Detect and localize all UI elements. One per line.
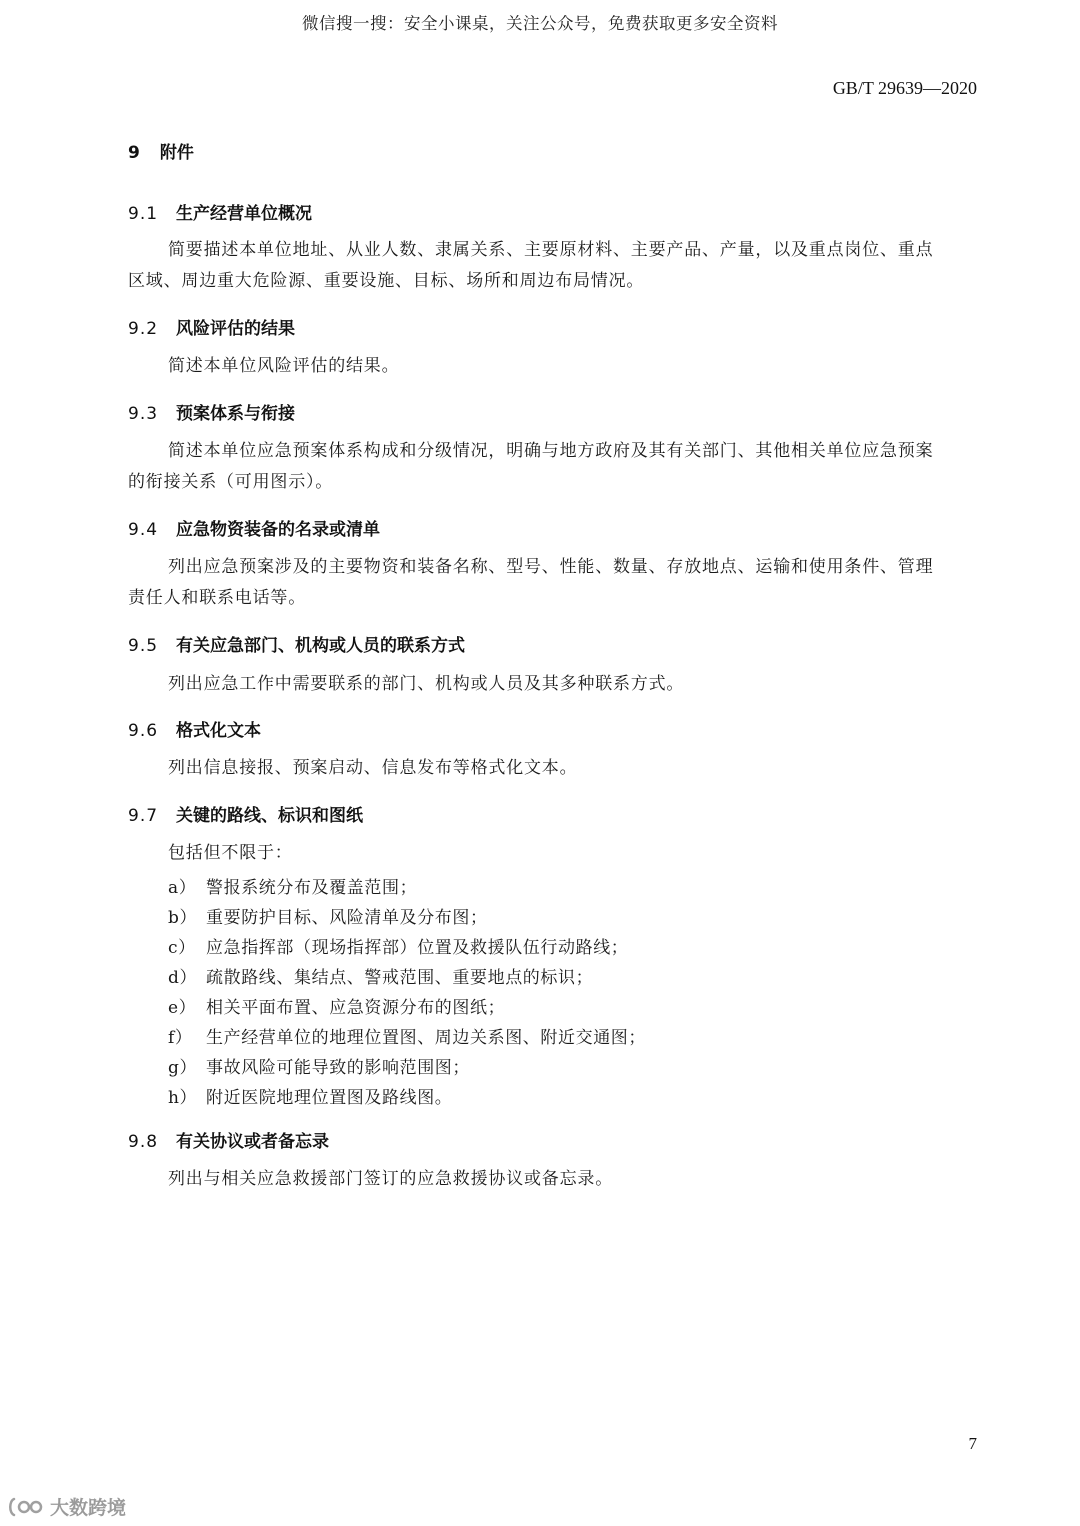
chapter-title: 附件 (159, 143, 194, 163)
list-item-label: f） (168, 1028, 193, 1048)
list-item (168, 1023, 646, 1048)
list-item (168, 1053, 470, 1078)
list-item-label: c） (168, 938, 196, 958)
section-heading-9-1 (128, 199, 312, 224)
section-number: 9.2 (128, 319, 159, 339)
section-number: 9.3 (128, 404, 159, 424)
chapter-number: 9 (128, 143, 140, 163)
section-number: 9.4 (128, 520, 159, 540)
list-item-text: 应急指挥部（现场指挥部）位置及救援队伍行动路线； (206, 938, 629, 958)
list-item-label: g） (168, 1058, 198, 1078)
list-item (168, 873, 417, 898)
list-item (168, 933, 628, 958)
section-title: 有关协议或者备忘录 (176, 1132, 330, 1152)
section-body-line: 简述本单位应急预案体系构成和分级情况，明确与地方政府及其有关部门、其他相关单位应急预案 (168, 441, 934, 461)
section-title: 格式化文本 (176, 721, 262, 741)
section-heading-9-6 (128, 716, 261, 741)
section-body-line: 简述本单位风险评估的结果。 (168, 356, 400, 376)
section-body-line: 包括但不限于： (168, 843, 293, 863)
section-heading-9-8 (128, 1127, 329, 1152)
section-heading-9-7 (128, 801, 363, 826)
section-body-line: 简要描述本单位地址、从业人数、隶属关系、主要原材料、主要产品、产量，以及重点岗位、重点 (168, 240, 934, 260)
list-item-text: 疏散路线、集结点、警戒范围、重要地点的标识； (206, 968, 594, 988)
section-number: 9.5 (128, 636, 159, 656)
list-item-text: 重要防护目标、风险清单及分布图； (206, 908, 488, 928)
list-item (168, 903, 488, 928)
section-number: 9.1 (128, 204, 159, 224)
section-body-line: 列出与相关应急救援部门签订的应急救援协议或备忘录。 (168, 1169, 613, 1189)
section-heading-9-2 (128, 314, 295, 339)
wechat-banner: 微信搜一搜：安全小课桌，关注公众号，免费获取更多安全资料 (302, 14, 778, 33)
list-item-text: 相关平面布置、应急资源分布的图纸； (206, 998, 506, 1018)
page-number: 7 (968, 1434, 977, 1453)
section-title: 关键的路线、标识和图纸 (176, 806, 364, 826)
list-item-label: b） (168, 908, 198, 928)
standard-code: GB/T 29639—2020 (832, 78, 977, 98)
list-item (168, 993, 505, 1018)
section-title: 生产经营单位概况 (176, 204, 313, 224)
section-number: 9.8 (128, 1132, 159, 1152)
section-heading-9-3 (128, 399, 295, 424)
list-item-label: a） (168, 878, 197, 898)
watermark (8, 1493, 126, 1520)
section-number: 9.7 (128, 806, 159, 826)
section-number: 9.6 (128, 721, 159, 741)
section-body-line: 的衔接关系（可用图示）。 (128, 472, 334, 492)
watermark-logo-icon (8, 1496, 46, 1518)
section-heading-9-5 (128, 631, 465, 656)
list-item (168, 963, 593, 988)
list-item-text: 附近医院地理位置图及路线图。 (206, 1088, 453, 1108)
list-item-label: d） (168, 968, 198, 988)
list-item-text: 警报系统分布及覆盖范围； (206, 878, 418, 898)
section-title: 应急物资装备的名录或清单 (176, 520, 381, 540)
list-item-label: h） (168, 1088, 198, 1108)
section-body-line: 列出应急工作中需要联系的部门、机构或人员及其多种联系方式。 (168, 674, 685, 694)
section-heading-9-4 (128, 515, 380, 540)
list-item-label: e） (168, 998, 197, 1018)
section-body-line: 列出应急预案涉及的主要物资和装备名称、型号、性能、数量、存放地点、运输和使用条件、管理 (168, 557, 934, 577)
section-title: 预案体系与衔接 (176, 404, 296, 424)
section-body-line: 列出信息接报、预案启动、信息发布等格式化文本。 (168, 758, 578, 778)
section-title: 风险评估的结果 (176, 319, 296, 339)
list-item (168, 1083, 452, 1108)
list-item-text: 事故风险可能导致的影响范围图； (206, 1058, 470, 1078)
section-body-line: 责任人和联系电话等。 (128, 588, 306, 608)
watermark-text: 大数跨境 (50, 1497, 127, 1519)
chapter-heading (128, 138, 194, 163)
section-body-line: 区域、周边重大危险源、重要设施、目标、场所和周边布局情况。 (128, 271, 645, 291)
list-item-text: 生产经营单位的地理位置图、周边关系图、附近交通图； (206, 1028, 646, 1048)
section-title: 有关应急部门、机构或人员的联系方式 (176, 636, 466, 656)
